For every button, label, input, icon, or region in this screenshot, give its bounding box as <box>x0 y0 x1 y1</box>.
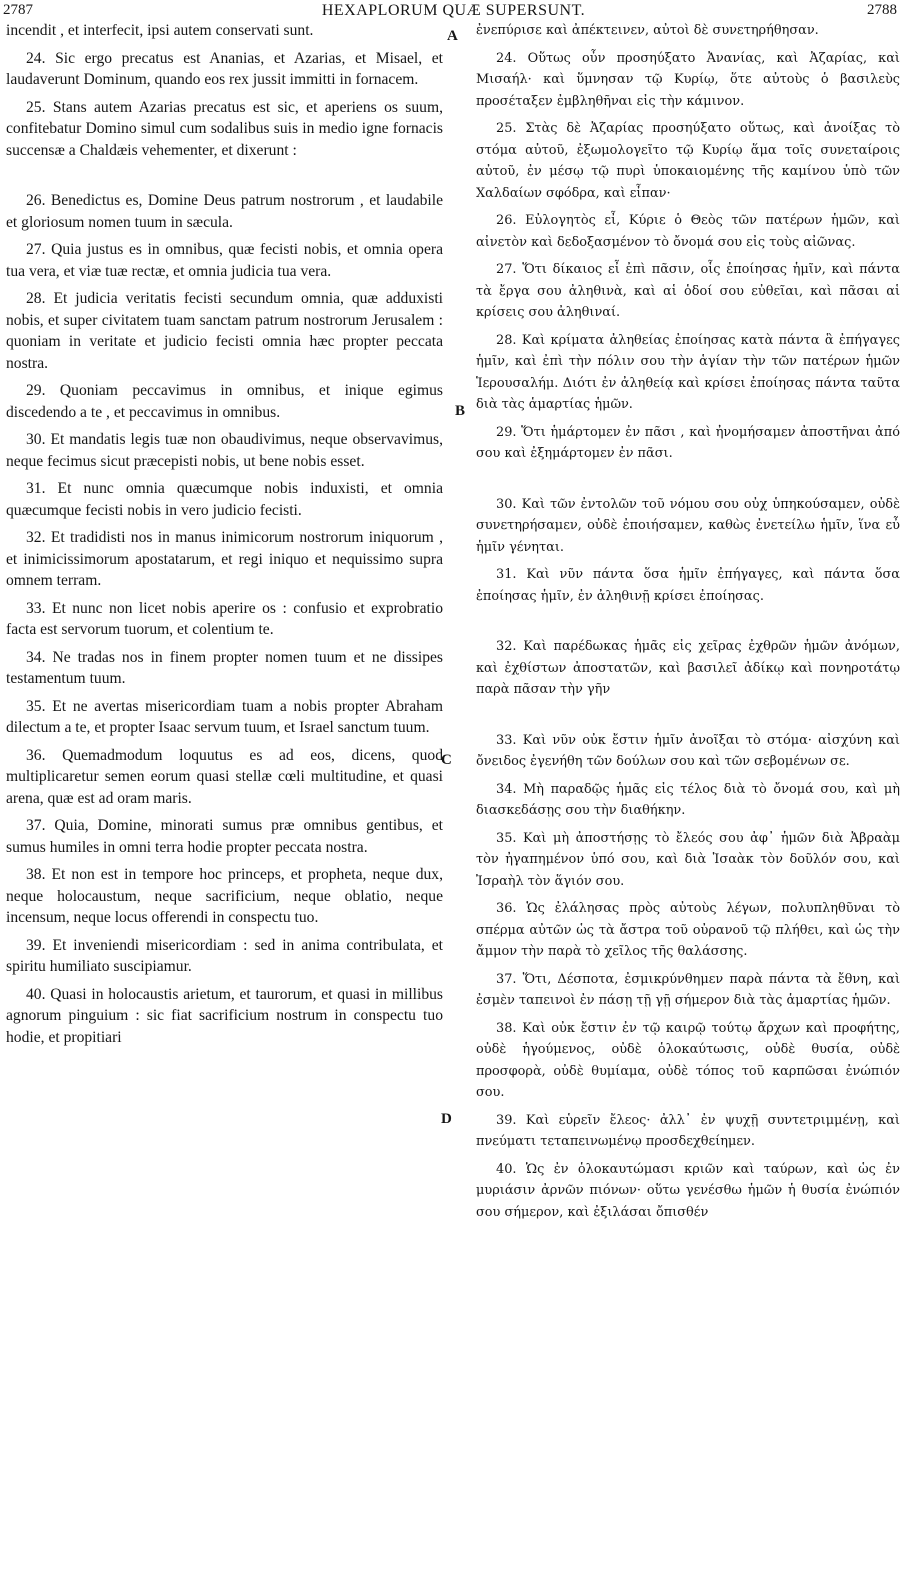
margin-letter-c: C <box>441 752 452 768</box>
greek-verse: 32. Καὶ παρέδωκας ἡμᾶς εἰς χεῖρας ἐχθρῶν ἡμῶν ἀνόμων, καὶ ἐχθίστων ἀποστατῶν, καὶ βασιλεῖ ἀδίκῳ καὶ πονηροτάτῳ παρὰ πᾶσαν τὴν γῆν <box>476 639 900 697</box>
greek-verse: 39. Καὶ εὑρεῖν ἔλεος· ἀλλ᾽ ἐν ψυχῇ συντετριμμένῃ, καὶ πνεύματι τεταπεινωμένῳ προσδεχθείημεν. <box>476 1112 900 1149</box>
greek-verse: 33. Καὶ νῦν οὐκ ἔστιν ἡμῖν ἀνοῖξαι τὸ στόμα· αἰσχύνη καὶ ὄνειδος ἐγενήθη τῶν δούλων σου καὶ τῶν σεβομένων σε. <box>476 732 900 769</box>
greek-verse: 26. Εὐλογητὸς εἶ, Κύριε ὁ Θεὸς τῶν πατέρων ἡμῶν, καὶ αἰνετὸν καὶ δεδοξασμένον τὸ ὄνομά σου εἰς τοὺς αἰῶνας. <box>476 213 900 250</box>
latin-verse: 35. Et ne avertas misericordiam tuam a nobis propter Abraham dilectum a te, et propter Isaac servum tuum, et Israel sanctum tuum. <box>6 697 443 736</box>
latin-verse: 36. Quemadmodum loquutus es ad eos, dicens, quod multiplicaretur semen eorum quasi stellæ cœli multitudine, et quasi arena, quæ est ad oram maris. <box>6 746 443 807</box>
latin-verse: 32. Et tradidisti nos in manus inimicorum nostrorum iniquorum , et inimicissimorum apostatarum, et regi iniquo et nequissimo supra omnem terram. <box>6 529 443 589</box>
greek-verse: 40. Ὡς ἐν ὁλοκαυτώμασι κριῶν καὶ ταύρων, καὶ ὡς ἐν μυριάσιν ἀρνῶν πιόνων· οὕτω γενέσθω ἡμῶν ἡ θυσία ἐνώπιόν σου σήμερον, καὶ ἐξιλάσαι ὄπισθέν <box>476 1161 900 1220</box>
greek-verse: 28. Καὶ κρίματα ἀληθείας ἐποίησας κατὰ πάντα ἃ ἐπήγαγες ἡμῖν, καὶ ἐπὶ τὴν πόλιν σου τὴν ἁγίαν τὴν τῶν πατέρων ἡμῶν Ἱερουσαλήμ. Διότι ἐν ἀληθείᾳ καὶ κρίσει ἐποίησας πάντα ταῦτα διὰ τὰς ἁμαρτίας ἡμῶν. <box>476 332 900 412</box>
latin-verse: 24. Sic ergo precatus est Ananias, et Azarias, et Misael, et laudaverunt Dominum, quando eos rex jussit immitti in fornacem. <box>6 49 443 88</box>
greek-verse: ἐνεπύρισε καὶ ἀπέκτεινεν, αὐτοὶ δὲ συνετηρήθησαν. <box>476 23 819 38</box>
running-title: HEXAPLORUM QUÆ SUPERSUNT. <box>321 2 586 19</box>
greek-verse: 25. Στὰς δὲ Ἀζαρίας προσηύξατο οὕτως, καὶ ἀνοίξας τὸ στόμα αὐτοῦ, ἐξωμολογεῖτο τῷ Κυρίῳ ἅμα τοῖς συνεταίροις αὐτοῦ, ἐν μέσῳ τῷ πυρὶ ὑποκαιομένης τῆς καμίνου ὑπὸ τῶν Χαλδαίων σφόδρα, καὶ εἶπαν· <box>476 121 900 201</box>
page-number-right: 2788 <box>867 2 897 18</box>
latin-verse: 34. Ne tradas nos in finem propter nomen tuum et ne dissipes testamentum tuum. <box>6 648 443 687</box>
latin-verse: 26. Benedictus es, Domine Deus patrum nostrorum , et laudabile et gloriosum nomen tuum in sæcula. <box>6 192 443 231</box>
greek-column <box>476 20 900 1229</box>
margin-letter-a: A <box>447 28 458 44</box>
greek-verse: 38. Καὶ οὐκ ἔστιν ἐν τῷ καιρῷ τούτῳ ἄρχων καὶ προφήτης, οὐδὲ ἡγούμενος, οὐδὲ ὁλοκαύτωσις, οὐδὲ θυσία, οὐδὲ προσφορὰ, οὐδὲ θυμίαμα, οὐδὲ τόπος τοῦ καρπῶσαι ἐνώπιόν σου. <box>476 1020 900 1100</box>
latin-verse: 31. Et nunc omnia quæcumque nobis induxisti, et omnia quæcumque fecisti nobis in vero judicio fecisti. <box>6 480 443 519</box>
latin-verse: 39. Et inveniendi misericordiam : sed in anima contribulata, et spiritu humiliato suscipiamur. <box>6 936 443 975</box>
latin-verse: 37. Quia, Domine, minorati sumus præ omnibus gentibus, et sumus humiles in omni terra hodie propter peccata nostra. <box>6 817 443 856</box>
latin-verse: 30. Et mandatis legis tuæ non obaudivimus, neque observavimus, neque fecimus sicut præcepisti nobis, ut bene nobis esset. <box>6 431 443 470</box>
latin-verse: 25. Stans autem Azarias precatus est sic, et aperiens os suum, confitebatur Domino simul cum sodalibus suis in medio igne fornacis succensæ a Chaldæis vehementer, et dixerunt : <box>6 98 443 159</box>
greek-verse: 35. Καὶ μὴ ἀποστήσῃς τὸ ἔλεός σου ἀφ᾽ ἡμῶν διὰ Ἀβραὰμ τὸν ἠγαπημένον ὑπό σου, καὶ διὰ Ἰσαὰκ τὸν δοῦλόν σου, καὶ Ἰσραὴλ τὸν ἅγιόν σου. <box>476 830 900 889</box>
latin-verse: 28. Et judicia veritatis fecisti secundum omnia, quæ adduxisti nobis, et super civitatem tuam sanctam patrum nostrorum Jerusalem : quoniam in veritate et judicio fecisti omnia hæc propter peccata nostra. <box>6 290 443 372</box>
latin-verse: 40. Quasi in holocaustis arietum, et taurorum, et quasi in millibus agnorum pinguium : sic fiat sacrificium nostrum in conspectu tuo hodie, et propitiari <box>6 985 443 1046</box>
greek-verse: 29. Ὅτι ἡμάρτομεν ἐν πᾶσι , καὶ ἠνομήσαμεν ἀποστῆναι ἀπό σου καὶ ἐξημάρτομεν ἐν πᾶσι. <box>476 424 900 461</box>
latin-verse: 27. Quia justus es in omnibus, quæ fecisti nobis, et omnia opera tua vera, et viæ tuæ rectæ, et omnia judicia tua vera. <box>6 241 443 280</box>
latin-verse: 38. Et non est in tempore hoc princeps, et propheta, neque dux, neque holocaustum, neque sacrificium, neque oblatio, neque incensum, neque locus offerendi in conspectu tuo. <box>6 866 443 926</box>
latin-verse: incendit , et interfecit, ipsi autem conservati sunt. <box>6 22 314 39</box>
latin-column <box>6 20 443 1054</box>
greek-verse: 30. Καὶ τῶν ἐντολῶν τοῦ νόμου σου οὐχ ὑπηκούσαμεν, οὐδὲ συνετηρήσαμεν, οὐδὲ ἐποιήσαμεν, καθὼς ἐνετείλω ἡμῖν, ἵνα εὖ ἡμῖν γένηται. <box>476 496 900 555</box>
greek-verse: 31. Καὶ νῦν πάντα ὅσα ἡμῖν ἐπήγαγες, καὶ πάντα ὅσα ἐποίησας ἡμῖν, ἐν ἀληθινῇ κρίσει ἐποίησας. <box>476 567 900 604</box>
page-number-left: 2787 <box>3 2 33 18</box>
greek-verse: 24. Οὕτως οὖν προσηύξατο Ἀνανίας, καὶ Ἀζαρίας, καὶ Μισαήλ· καὶ ὕμνησαν τῷ Κυρίῳ, ὅτε αὐτοὺς ὁ βασιλεὺς προσέταξεν ἐμβληθῆναι εἰς τὴν κάμινον. <box>476 50 900 109</box>
latin-verse: 33. Et nunc non licet nobis aperire os : confusio et exprobratio facta est servorum tuorum, et colentium te. <box>6 599 443 638</box>
margin-letter-d: D <box>441 1111 452 1127</box>
greek-verse: 36. Ὡς ἐλάλησας πρὸς αὐτοὺς λέγων, πολυπληθῦναι τὸ σπέρμα αὐτῶν ὡς τὰ ἄστρα τοῦ οὐρανοῦ τῷ πλήθει, καὶ ὡς τὴν ἄμμον τὴν παρὰ τὸ χεῖλος τῆς θαλάσσης. <box>476 901 900 959</box>
greek-verse: 37. Ὅτι, Δέσποτα, ἐσμικρύνθημεν παρὰ πάντα τὰ ἔθνη, καὶ ἐσμὲν ταπεινοὶ ἐν πάσῃ τῇ γῇ σήμερον διὰ τὰς ἁμαρτίας ἡμῶν. <box>476 971 900 1008</box>
greek-verse: 34. Μὴ παραδῷς ἡμᾶς εἰς τέλος διὰ τὸ ὄνομά σου, καὶ μὴ διασκεδάσῃς σου τὴν διαθήκην. <box>476 781 900 818</box>
greek-verse: 27. Ὅτι δίκαιος εἶ ἐπὶ πᾶσιν, οἷς ἐποίησας ἡμῖν, καὶ πάντα τὰ ἔργα σου ἀληθινὰ, καὶ αἱ ὁδοί σου εὐθεῖαι, καὶ πᾶσαι αἱ κρίσεις σου ἀληθιναί. <box>476 262 900 320</box>
latin-verse: 29. Quoniam peccavimus in omnibus, et inique egimus discedendo a te , et peccavimus in omnibus. <box>6 382 443 421</box>
margin-letter-b: B <box>455 403 466 419</box>
